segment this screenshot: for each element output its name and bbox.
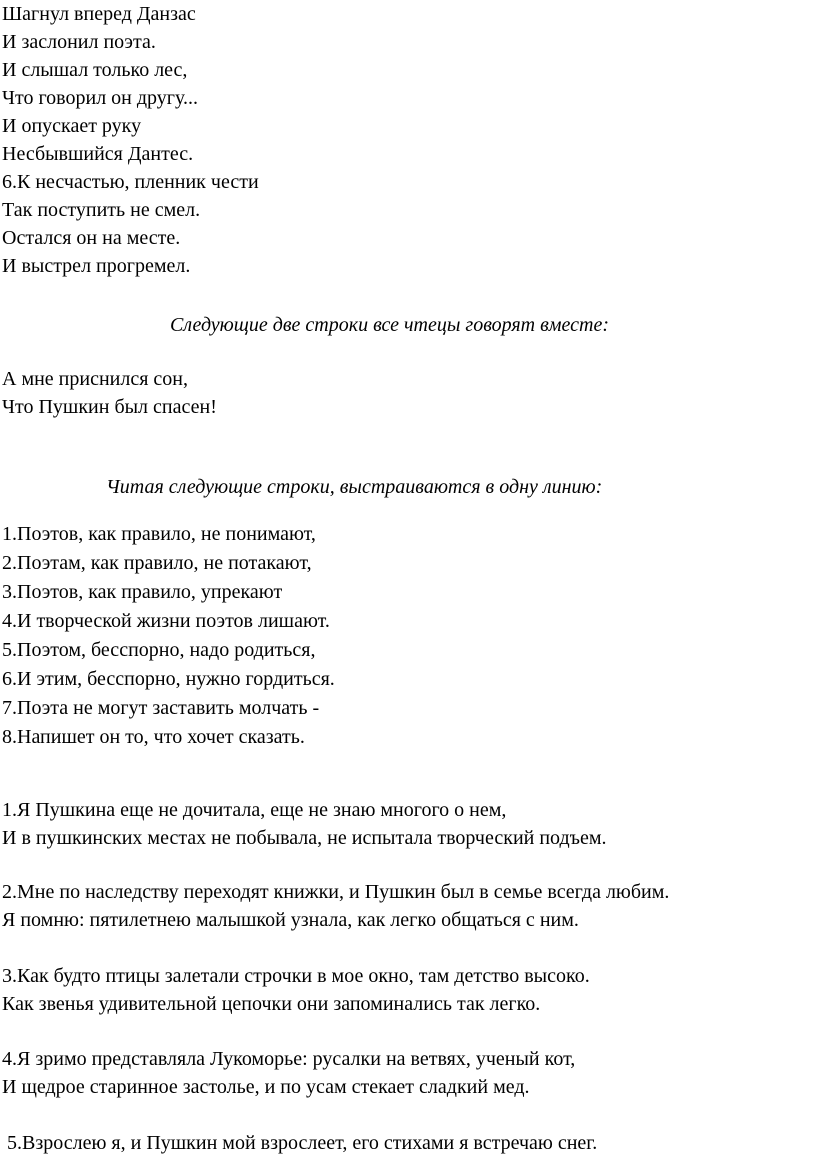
poem-line: 2.Мне по наследству переходят книжки, и Пушкин был в семье всегда любим. <box>2 881 670 903</box>
poem-line: И опускает руку <box>2 115 142 137</box>
stage-direction: Читая следующие строки, выстраиваются в одну линию: <box>106 476 603 498</box>
stage-direction: Следующие две строки все чтецы говорят вместе: <box>170 314 610 336</box>
poem-line: Остался он на месте. <box>2 227 181 249</box>
poem-line: И в пушкинских местах не побывала, не испытала творческий подъем. <box>2 827 607 849</box>
poem-line: Шагнул вперед Данзас <box>2 3 196 25</box>
poem-line: 3.Как будто птицы залетали строчки в мое окно, там детство высоко. <box>2 965 590 987</box>
poem-line: 6.К несчастью, пленник чести <box>2 171 259 193</box>
poem-line: 6.И этим, бесспорно, нужно гордиться. <box>2 668 335 690</box>
poem-line: И заслонил поэта. <box>2 31 156 53</box>
poem-line: А мне приснился сон, <box>2 368 189 390</box>
poem-line: 1.Я Пушкина еще не дочитала, еще не знаю многого о нем, <box>2 799 507 821</box>
poem-line: 2.Поэтам, как правило, не потакают, <box>2 552 312 574</box>
poem-line: Что говорил он другу... <box>2 87 198 109</box>
poem-line: И выстрел прогремел. <box>2 255 191 277</box>
poem-line: Что Пушкин был спасен! <box>2 396 217 418</box>
poem-line: Несбывшийся Дантес. <box>2 143 194 165</box>
poem-line: 5.Взрослею я, и Пушкин мой взрослеет, его стихами я встречаю снег. <box>2 1132 598 1154</box>
poem-line: И щедрое старинное застолье, и по усам стекает сладкий мед. <box>2 1076 530 1098</box>
poem-line: Как звенья удивительной цепочки они запоминались так легко. <box>2 993 541 1015</box>
poem-line: 4.Я зримо представляла Лукоморье: русалки на ветвях, ученый кот, <box>2 1048 576 1070</box>
poem-line: Так поступить не смел. <box>2 199 201 221</box>
poem-line: 5.Поэтом, бесспорно, надо родиться, <box>2 639 316 661</box>
poem-line: 4.И творческой жизни поэтов лишают. <box>2 610 330 632</box>
poem-line: Я помню: пятилетнею малышкой узнала, как легко общаться с ним. <box>2 909 579 931</box>
poem-line: 3.Поэтов, как правило, упрекают <box>2 581 283 603</box>
poem-line: 1.Поэтов, как правило, не понимают, <box>2 523 316 545</box>
poem-line: 7.Поэта не могут заставить молчать - <box>2 697 320 719</box>
poem-line: 8.Напишет он то, что хочет сказать. <box>2 726 305 748</box>
poem-line: И слышал только лес, <box>2 59 188 81</box>
